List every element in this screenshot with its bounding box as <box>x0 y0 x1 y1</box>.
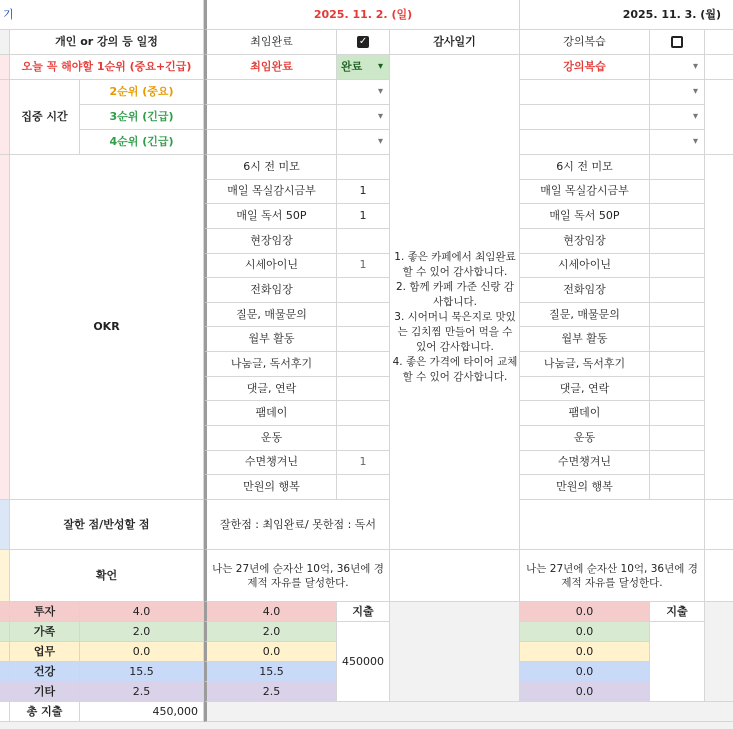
priority3-label[interactable]: 3순위 (긴급) <box>80 105 204 130</box>
priority2-day2-dropdown[interactable] <box>650 80 705 105</box>
spending-total[interactable]: 4.0 <box>80 602 204 622</box>
empty-cell[interactable] <box>705 550 734 602</box>
okr-item-day2[interactable]: 시세아이닌 <box>520 254 650 279</box>
okr-value-day1[interactable] <box>337 303 390 328</box>
row-strip <box>0 80 10 155</box>
okr-value-day2[interactable] <box>650 155 705 180</box>
okr-item-day1[interactable]: 매일 목실감시금부 <box>204 180 337 205</box>
confirm-label[interactable]: 확언 <box>10 550 204 602</box>
okr-value-day2[interactable] <box>650 204 705 229</box>
okr-value-day1[interactable] <box>337 327 390 352</box>
empty-cell[interactable] <box>705 500 734 550</box>
review-day1[interactable]: 잘한점 : 최임완료/ 못한점 : 독서 <box>204 500 390 550</box>
date-day1[interactable]: 2025. 11. 2. (일) <box>204 0 520 30</box>
gratitude-line: 2. 함께 카페 가준 신랑 감사합니다. <box>396 281 514 308</box>
checkbox-cell-day1[interactable] <box>337 30 390 55</box>
okr-value-day1[interactable] <box>337 229 390 254</box>
expense-label-day1[interactable]: 지출 <box>337 602 390 622</box>
okr-item-day1[interactable]: 시세아이닌 <box>204 254 337 279</box>
okr-item-day1[interactable]: 6시 전 미모 <box>204 155 337 180</box>
okr-item-day1[interactable]: 만원의 행복 <box>204 475 337 500</box>
okr-item-day1[interactable]: 나눔글, 독서후기 <box>204 352 337 377</box>
checkbox-checked-icon[interactable]: ✓ <box>358 36 368 47</box>
okr-value-day1[interactable]: 1 <box>337 254 390 279</box>
row-strip[interactable] <box>0 682 10 702</box>
okr-item-day2[interactable]: 수면챙겨닌 <box>520 451 650 476</box>
okr-item-day1[interactable]: 질문, 매물문의 <box>204 303 337 328</box>
checkbox-cell-day2[interactable] <box>650 30 705 55</box>
okr-value-day2[interactable] <box>650 180 705 205</box>
spending-day1[interactable]: 0.0 <box>204 642 337 662</box>
row-strip <box>0 500 10 550</box>
expense-total-day1[interactable]: 450000 <box>337 622 390 702</box>
row-strip[interactable] <box>0 622 10 642</box>
priority4-day1-dropdown[interactable] <box>337 130 390 155</box>
priority2-day1-dropdown[interactable] <box>337 80 390 105</box>
empty-cell[interactable] <box>705 155 734 500</box>
gratitude-text <box>392 250 518 385</box>
priority2-day1[interactable] <box>204 80 337 105</box>
row-strip <box>0 550 10 602</box>
bottom-strip <box>0 722 734 730</box>
col-label-review[interactable]: 강의복습 <box>520 30 650 55</box>
okr-item-day2[interactable]: 전화임장 <box>520 278 650 303</box>
okr-item-day1[interactable]: 현장임장 <box>204 229 337 254</box>
okr-item-day1[interactable]: 매일 독서 50P <box>204 204 337 229</box>
okr-value-day2[interactable] <box>650 303 705 328</box>
priority4-day1[interactable] <box>204 130 337 155</box>
okr-item-day1[interactable]: 운동 <box>204 426 337 451</box>
spending-day2[interactable]: 0.0 <box>520 662 650 682</box>
priority1-label[interactable]: 오늘 꼭 해야할 1순위 (중요+긴급) <box>10 55 204 80</box>
priority3-day1-dropdown[interactable] <box>337 105 390 130</box>
okr-item-day2[interactable]: 팸데이 <box>520 401 650 426</box>
gratitude-line: 3. 시어머니 묵은지로 맛있는 김치찜 만들어 먹을 수 있어 감사합니다. <box>394 311 516 353</box>
gratitude-line: 1. 좋은 카페에서 최임완료 할 수 있어 감사합니다. <box>394 251 516 278</box>
confirm-day2[interactable]: 나는 27년에 순자산 10억, 36년에 경제적 자유를 달성한다. <box>520 550 705 602</box>
spending-total[interactable]: 2.0 <box>80 622 204 642</box>
priority3-day2-dropdown[interactable] <box>650 105 705 130</box>
priority4-day2-dropdown[interactable] <box>650 130 705 155</box>
total-value[interactable]: 450,000 <box>80 702 204 722</box>
okr-value-day1[interactable] <box>337 155 390 180</box>
okr-value-day1[interactable] <box>337 377 390 402</box>
okr-value-day2[interactable] <box>650 451 705 476</box>
empty-cell[interactable] <box>705 80 734 155</box>
okr-value-day1[interactable] <box>337 426 390 451</box>
spending-category[interactable]: 투자 <box>10 602 80 622</box>
spending-category[interactable]: 업무 <box>10 642 80 662</box>
spending-day1[interactable]: 4.0 <box>204 602 337 622</box>
confirm-gratitude-empty[interactable] <box>390 550 520 602</box>
spending-day2[interactable]: 0.0 <box>520 602 650 622</box>
okr-value-day2[interactable] <box>650 278 705 303</box>
okr-label[interactable]: OKR <box>10 155 204 500</box>
empty-cell[interactable] <box>705 55 734 80</box>
okr-value-day1[interactable]: 1 <box>337 204 390 229</box>
okr-value-day1[interactable] <box>337 278 390 303</box>
okr-value-day1[interactable]: 1 <box>337 451 390 476</box>
okr-item-day2[interactable]: 매일 독서 50P <box>520 204 650 229</box>
left-clipped-header[interactable]: 기 <box>0 0 204 30</box>
okr-value-day2[interactable] <box>650 426 705 451</box>
expense-total-day2[interactable] <box>650 622 705 702</box>
okr-item-day2[interactable]: 매일 목실감시금부 <box>520 180 650 205</box>
spending-day1[interactable]: 2.5 <box>204 682 337 702</box>
okr-value-day1[interactable]: 1 <box>337 180 390 205</box>
row-strip <box>0 155 10 500</box>
review-gratitude-empty[interactable] <box>390 500 520 550</box>
okr-item-day2[interactable]: 질문, 매물문의 <box>520 303 650 328</box>
confirm-day1[interactable]: 나는 27년에 순자산 10억, 36년에 경제적 자유를 달성한다. <box>204 550 390 602</box>
okr-item-day1[interactable]: 댓글, 연락 <box>204 377 337 402</box>
status-dropdown-day2[interactable] <box>650 55 705 80</box>
spending-total[interactable]: 2.5 <box>80 682 204 702</box>
okr-item-day2[interactable]: 나눔글, 독서후기 <box>520 352 650 377</box>
spending-day1[interactable]: 2.0 <box>204 622 337 642</box>
okr-value-day2[interactable] <box>650 401 705 426</box>
okr-item-day1[interactable]: 전화임장 <box>204 278 337 303</box>
okr-item-day2[interactable]: 운동 <box>520 426 650 451</box>
row-strip <box>0 30 10 55</box>
okr-item-day2[interactable]: 6시 전 미모 <box>520 155 650 180</box>
priority1-day2-task[interactable]: 강의복습 <box>520 55 650 80</box>
gratitude-line: 4. 좋은 가격에 타이어 교체 할 수 있어 감사합니다. <box>392 356 518 383</box>
expense-label-day2-text: 지출 <box>666 604 688 618</box>
okr-item-day2[interactable]: 댓글, 연락 <box>520 377 650 402</box>
priority4-day2[interactable] <box>520 130 650 155</box>
review-day2[interactable] <box>520 500 705 550</box>
row-strip[interactable] <box>0 602 10 622</box>
spending-gap <box>390 602 520 702</box>
okr-value-day1[interactable] <box>337 475 390 500</box>
okr-value-day2[interactable] <box>650 352 705 377</box>
okr-item-day2[interactable]: 만원의 행복 <box>520 475 650 500</box>
total-label[interactable]: 총 지출 <box>10 702 80 722</box>
spending-category[interactable]: 가족 <box>10 622 80 642</box>
review-label[interactable]: 잘한 점/반성할 점 <box>10 500 204 550</box>
row-strip[interactable] <box>0 642 10 662</box>
col-label-done[interactable]: 최임완료 <box>204 30 337 55</box>
okr-value-day1[interactable] <box>337 401 390 426</box>
priority1-day1-task[interactable]: 최임완료 <box>204 55 337 80</box>
okr-item-day2[interactable]: 월부 활동 <box>520 327 650 352</box>
okr-item-day1[interactable]: 수면챙겨닌 <box>204 451 337 476</box>
okr-item-day2[interactable]: 현장임장 <box>520 229 650 254</box>
spending-category[interactable]: 기타 <box>10 682 80 702</box>
spending-day2[interactable]: 0.0 <box>520 622 650 642</box>
okr-item-day1[interactable]: 월부 활동 <box>204 327 337 352</box>
okr-value-day2[interactable] <box>650 377 705 402</box>
priority3-day2[interactable] <box>520 105 650 130</box>
total-row-fill <box>204 702 734 722</box>
status-value: 완료 <box>341 60 363 73</box>
priority4-label[interactable]: 4순위 (긴급) <box>80 130 204 155</box>
spending-day2[interactable]: 0.0 <box>520 642 650 662</box>
col-label-gratitude[interactable]: 감사일기 <box>390 30 520 55</box>
okr-value-day1[interactable] <box>337 352 390 377</box>
priority3-day1[interactable] <box>204 105 337 130</box>
date-day2[interactable]: 2025. 11. 3. (월) <box>520 0 734 30</box>
schedule-title[interactable]: 개인 or 강의 등 일정 <box>10 30 204 55</box>
checkbox-unchecked-icon[interactable] <box>671 36 683 48</box>
okr-value-day2[interactable] <box>650 229 705 254</box>
spending-day2[interactable]: 0.0 <box>520 682 650 702</box>
focus-time-label[interactable]: 집중 시간 <box>10 80 80 155</box>
priority2-label[interactable]: 2순위 (중요) <box>80 80 204 105</box>
expense-label-day2[interactable] <box>650 602 705 622</box>
row-strip <box>0 702 10 722</box>
spending-gap <box>705 602 734 702</box>
okr-item-day1[interactable]: 팸데이 <box>204 401 337 426</box>
empty-cell[interactable] <box>705 30 734 55</box>
spending-total[interactable]: 15.5 <box>80 662 204 682</box>
row-strip <box>0 55 10 80</box>
spending-total[interactable]: 0.0 <box>80 642 204 662</box>
priority2-day2[interactable] <box>520 80 650 105</box>
spending-day1[interactable]: 15.5 <box>204 662 337 682</box>
status-dropdown-day1[interactable] <box>337 55 390 80</box>
okr-value-day2[interactable] <box>650 327 705 352</box>
row-strip[interactable] <box>0 662 10 682</box>
spending-category[interactable]: 건강 <box>10 662 80 682</box>
okr-value-day2[interactable] <box>650 475 705 500</box>
okr-value-day2[interactable] <box>650 254 705 279</box>
